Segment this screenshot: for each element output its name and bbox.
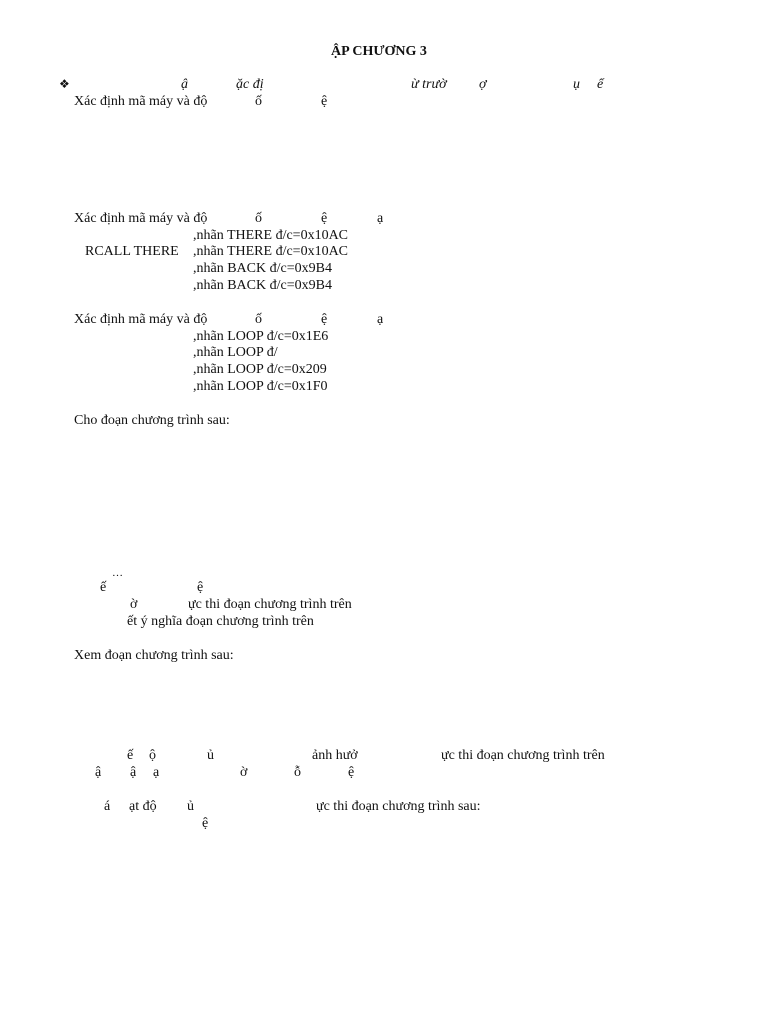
q6-fragment-2: ạt độ <box>129 799 157 814</box>
q5b-fragment-1: ậ <box>95 765 102 780</box>
q3-line-4: ,nhãn LOOP đ/c=0x1F0 <box>193 379 328 394</box>
q3-fragment-1: ố <box>255 312 262 327</box>
diamond-bullet-icon: ❖ <box>59 77 70 91</box>
intro-fragment-e: ụ <box>573 77 580 92</box>
q3-line-2: ,nhãn LOOP đ/ <box>193 345 278 360</box>
q5a-fragment-2: ộ <box>149 748 156 763</box>
q5b-fragment-4: ờ <box>240 765 248 780</box>
q4-ellipsis: … <box>112 567 123 579</box>
q2-fragment-2: ệ <box>321 211 328 226</box>
q4c-text: ết ý nghĩa đoạn chương trình trên <box>127 614 314 629</box>
q2-line-1: ,nhãn THERE đ/c=0x10AC <box>193 228 349 243</box>
q4-text: Cho đoạn chương trình sau: <box>74 413 230 428</box>
q3-text: Xác định mã máy và độ <box>74 312 208 327</box>
q2-fragment-3: ạ <box>377 211 384 226</box>
q6-fragment-3: ủ <box>187 799 194 814</box>
q1-fragment-1: ố <box>255 94 262 109</box>
q2-fragment-1: ố <box>255 211 262 226</box>
q1-text: Xác định mã máy và độ <box>74 94 208 109</box>
intro-fragment-c: ừ trườ <box>411 77 447 92</box>
q6-fragment-1: á <box>104 799 111 814</box>
q5b-fragment-6: ệ <box>348 765 355 780</box>
q2-text: Xác định mã máy và độ <box>74 211 208 226</box>
q6-text: ực thi đoạn chương trình sau: <box>316 799 481 814</box>
q3-line-1: ,nhãn LOOP đ/c=0x1E6 <box>193 329 329 344</box>
q3-line-3: ,nhãn LOOP đ/c=0x209 <box>193 362 327 377</box>
q2-line-2: ,nhãn THERE đ/c=0x10AC <box>193 244 349 259</box>
q4b-fragment: ờ <box>130 597 138 612</box>
q2-rcall: RCALL THERE <box>85 244 179 259</box>
q4a-fragment-2: ệ <box>197 580 204 595</box>
intro-fragment-f: ể <box>597 77 604 92</box>
intro-fragment-b: ặc đị <box>236 77 264 92</box>
q4a-fragment-1: ế <box>100 580 107 595</box>
q5b-fragment-5: ỗ <box>294 765 301 780</box>
q5a-fragment-3: ủ <box>207 748 214 763</box>
q5b-fragment-3: ạ <box>153 765 160 780</box>
q5a-fragment-4: ảnh hưở <box>312 748 358 763</box>
q3-fragment-2: ệ <box>321 312 328 327</box>
intro-fragment-a: ậ <box>181 77 188 92</box>
q6-fragment-4: ệ <box>202 816 209 831</box>
q4b-text: ực thi đoạn chương trình trên <box>188 597 352 612</box>
q5a-text: ực thi đoạn chương trình trên <box>441 748 605 763</box>
q5-text: Xem đoạn chương trình sau: <box>74 648 234 663</box>
q1-fragment-2: ệ <box>321 94 328 109</box>
q2-line-4: ,nhãn BACK đ/c=0x9B4 <box>193 278 332 293</box>
q5a-fragment-1: ế <box>127 748 134 763</box>
q5b-fragment-2: ậ <box>130 765 137 780</box>
q2-line-3: ,nhãn BACK đ/c=0x9B4 <box>193 261 332 276</box>
q3-fragment-3: ạ <box>377 312 384 327</box>
intro-fragment-d: ợ <box>479 77 487 92</box>
page-title: ẬP CHƯƠNG 3 <box>331 44 427 59</box>
